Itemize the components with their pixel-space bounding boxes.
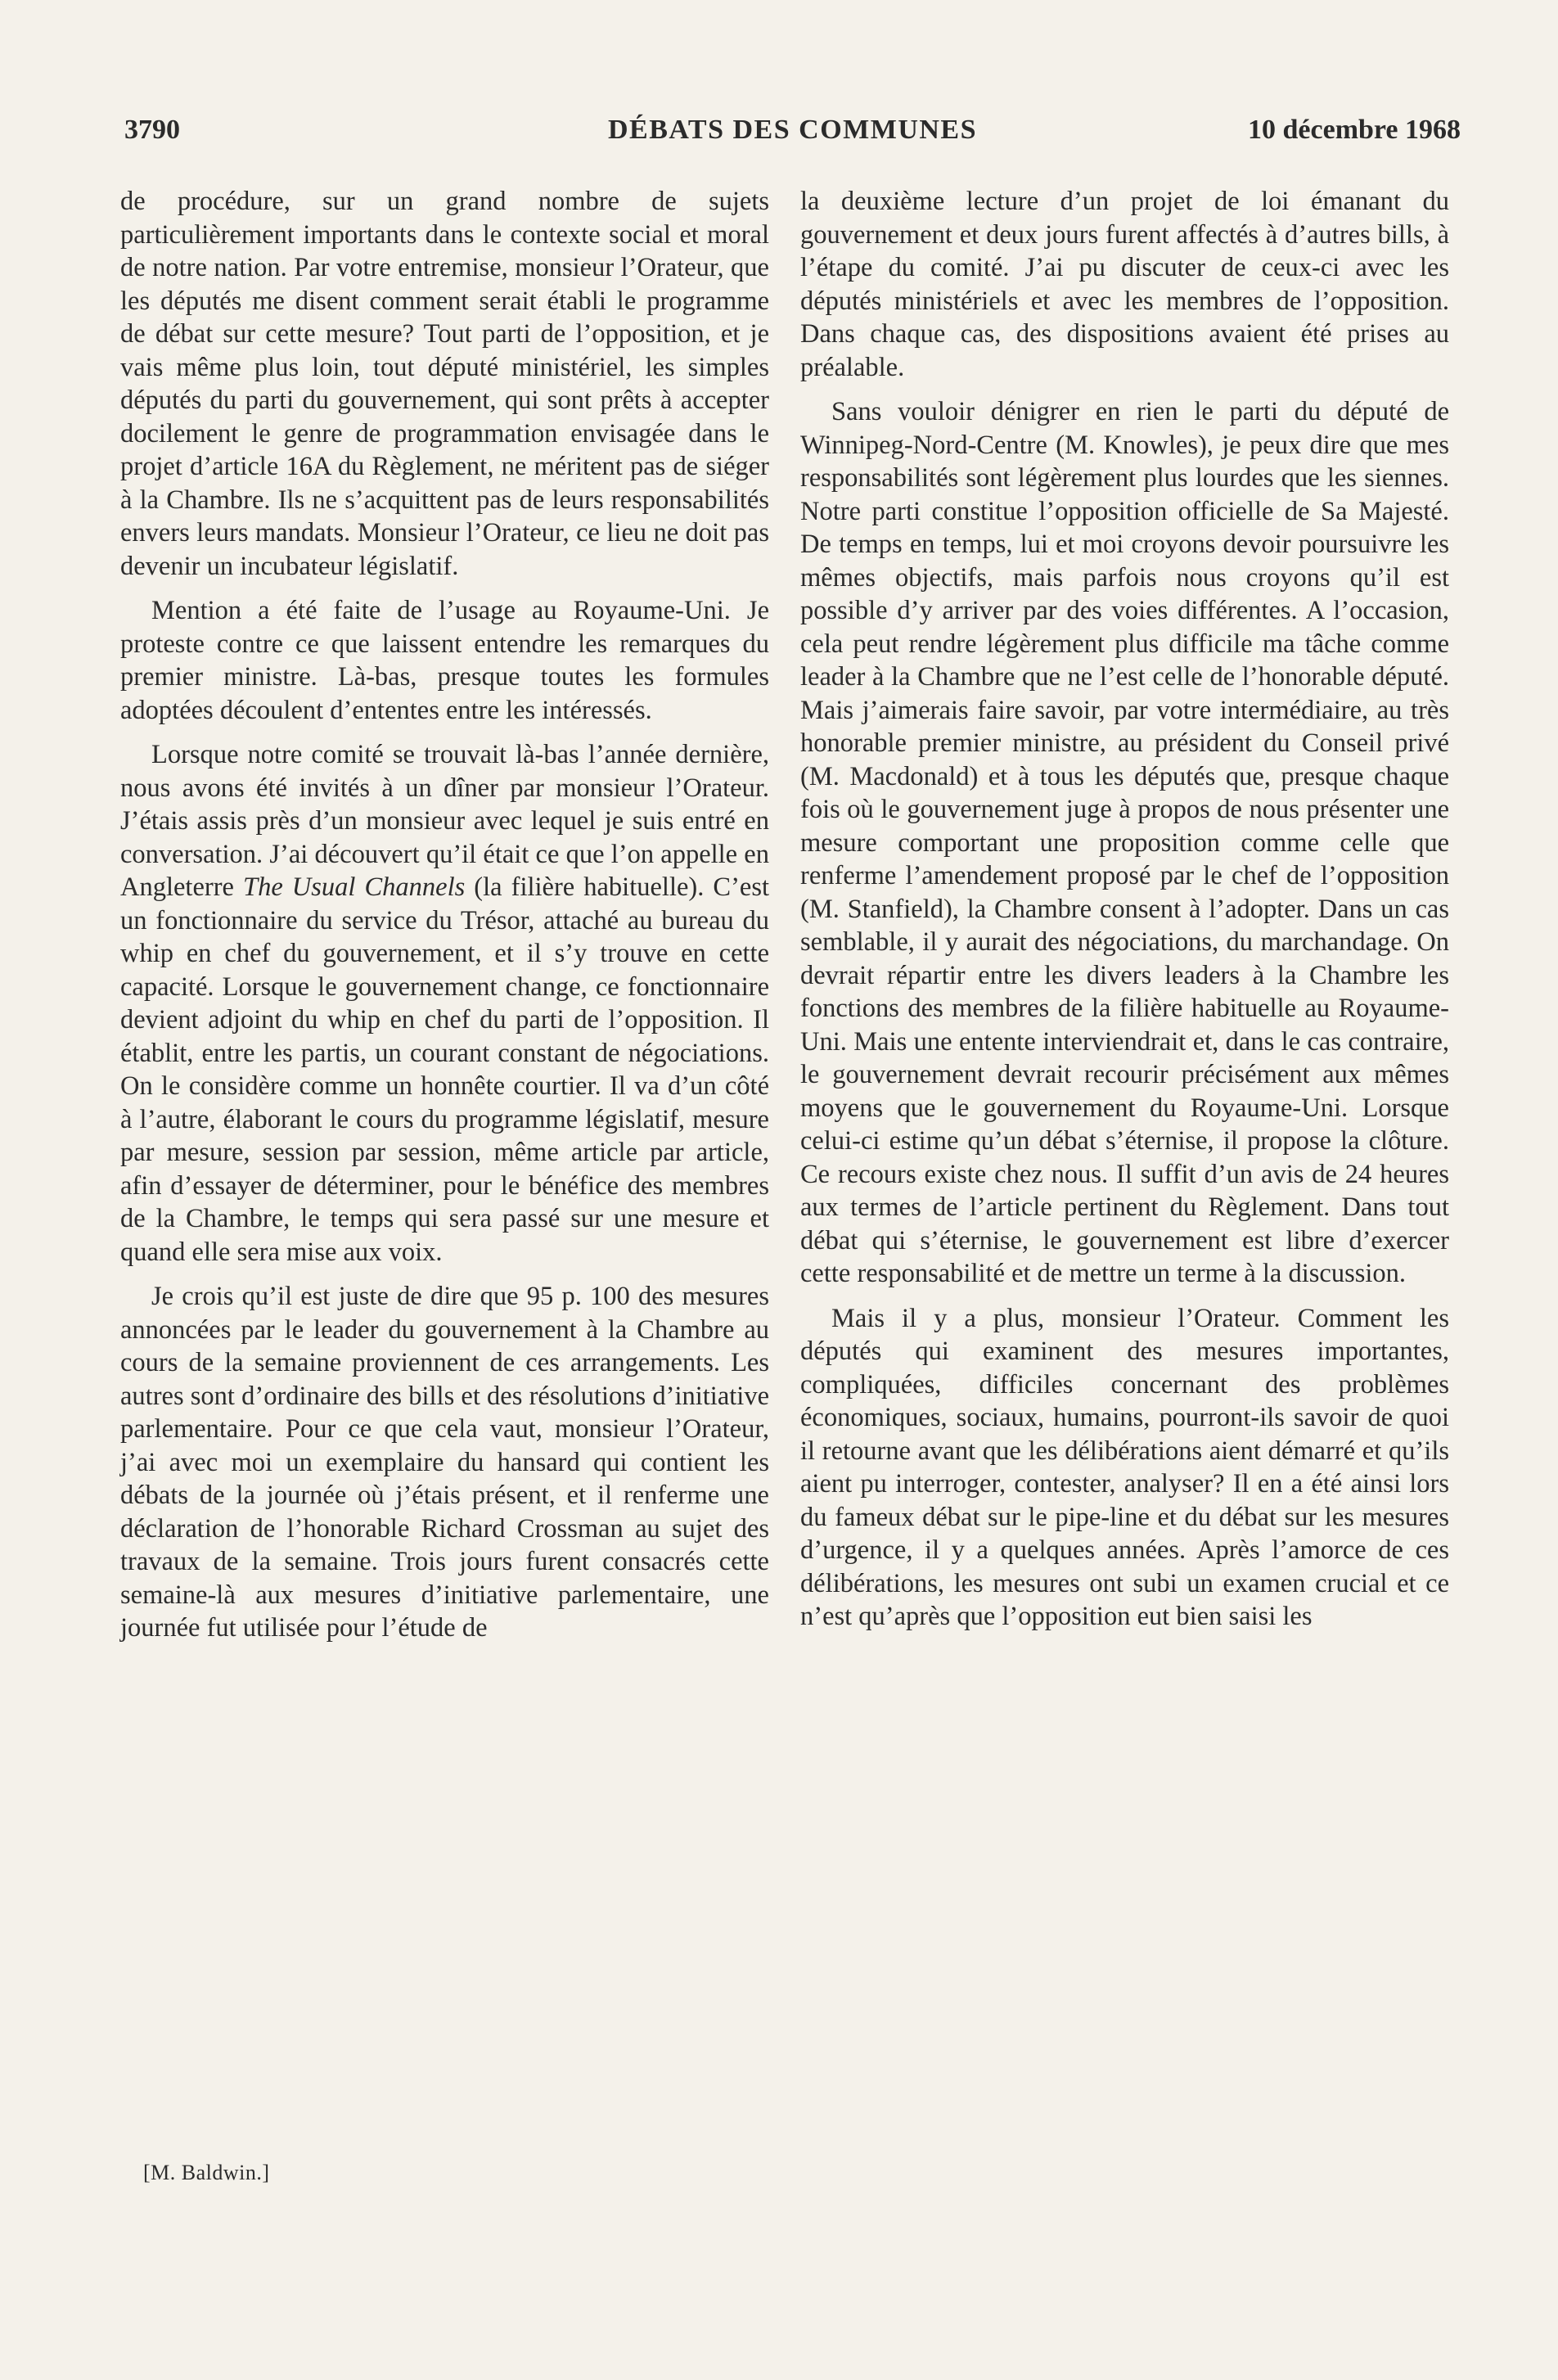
page-header [124,115,1461,159]
right-paragraph-1: la deuxième lecture d’un projet de loi émanant du gouvernement et deux jours furent affectés à d’autres bills, à l’étape du comité. J’ai pu discuter de ceux-ci avec les députés ministériels et avec les membres de l’opposition. Dans chaque cas, des dispositions avaient été prises au préalable. [800,187,1449,382]
page-number: 3790 [124,115,180,145]
left-paragraph-2: Mention a été faite de l’usage au Royaume-Uni. Je proteste contre ce que laissent entendre les remarques du premier ministre. Là-bas, presque toutes les formules adoptées découlent d’ententes entre les intéressés. [120,596,769,725]
right-paragraph-2: Sans vouloir dénigrer en rien le parti du député de Winnipeg-Nord-Centre (M. Knowles), je peux dire que mes responsabilités sont légèrement plus lourdes que les siennes. Notre parti constitue l’opposition officielle de Sa Majesté. De temps en temps, lui et moi croyons devoir poursuivre les mêmes objectifs, mais parfois nous croyons qu’il est possible d’y arriver par des voies différentes. A l’occasion, cela peut rendre légèrement plus difficile ma tâche comme leader à la Chambre que ne l’est celle de l’honorable député. Mais j’aimerais faire savoir, par votre intermédiaire, au très honorable premier ministre, au président du Conseil privé (M. Macdonald) et à tous les députés que, presque chaque fois où le gouvernement juge à propos de nous présenter une mesure comportant une proposition comme celle que renferme l’amendement proposé par le chef de l’opposition (M. Stanfield), la Chambre consent à l’adopter. Dans un cas semblable, il y aurait des négociations, du marchandage. On devrait répartir entre les divers leaders à la Chambre les fonctions des membres de la filière habituelle au Royaume-Uni. Mais une entente interviendrait et, dans le cas contraire, le gouvernement devrait recourir précisément aux mêmes moyens que le gouvernement du Royaume-Uni. Lorsque celui-ci estime qu’un débat s’éternise, il propose la clôture. Ce recours existe chez nous. Il suffit d’un avis de 24 heures aux termes de l’article pertinent du Règlement. Dans tout débat qui s’éternise, le gouvernement est libre d’exercer cette responsabilité et de mettre un terme à la discussion. [800,397,1449,1288]
left-paragraph-4: Je crois qu’il est juste de dire que 95 p. 100 des mesures annoncées par le leader du gouvernement à la Chambre au cours de la semaine proviennent de ces arrangements. Les autres sont d’ordinaire des bills et des résolutions d’initiative parlementaire. Pour ce que cela vaut, monsieur l’Orateur, j’ai avec moi un exemplaire du hansard qui contient les débats de la journée où j’étais présent, et il renferme une déclaration de l’honorable Richard Crossman au sujet des travaux de la semaine. Trois jours furent consacrés cette semaine-là aux mesures d’initiative parlementaire, une journée fut utilisée pour l’étude de [120,1282,769,1643]
left-column [120,185,769,1645]
speaker-attribution: [M. Baldwin.] [143,2161,270,2184]
usual-channels-italic: The Usual Channels [243,872,466,902]
left-paragraph-3-end: (la filière habituelle). C’est un fonctionnaire du service du Trésor, attaché au bureau du whip en chef du gouvernement, et il s’y trouve en cette capacité. Lorsque le gouvernement change, ce fonctionnaire devient adjoint du whip en chef du parti de l’opposition. Il établit, entre les partis, un courant constant de négociations. On le considère comme un honnête courtier. Il va d’un côté à l’autre, élaborant le cours du programme législatif, mesure par mesure, session par session, même article par article, afin d’essayer de déterminer, pour le bénéfice des membres de la Chambre, le temps qui sera passé sur une mesure et quand elle sera mise aux voix. [120,872,769,1267]
right-column [800,185,1449,1634]
right-paragraph-3: Mais il y a plus, monsieur l’Orateur. Comment les députés qui examinent des mesures importantes, compliquées, difficiles concernant des problèmes économiques, sociaux, humains, pourront-ils savoir de quoi il retourne avant que les délibérations aient démarré et qu’ils aient pu interroger, contester, analyser? Il en a été ainsi lors du fameux débat sur le pipe-line et du débat sur les mesures d’urgence, il y a quelques années. Après l’amorce de ces délibérations, les mesures ont subi un examen crucial et ce n’est qu’après que l’opposition eut bien saisi les [800,1303,1449,1631]
left-paragraph-3 [120,738,769,1269]
left-paragraph-3-start: Lorsque notre comité se trouvait là-bas l’année dernière, nous avons été invités à un dîner par monsieur l’Orateur. J’étais assis près d’un monsieur avec lequel je suis entré en conversation. J’ai découvert qu’il était ce que l’on appelle en Angleterre [120,740,769,902]
publication-title: DÉBATS DES COMMUNES [607,115,978,145]
left-paragraph-1: de procédure, sur un grand nombre de sujets particulièrement importants dans le contexte social et moral de notre nation. Par votre entremise, monsieur l’Orateur, que les députés me disent comment serait établi le programme de débat sur cette mesure? Tout parti de l’opposition, et je vais même plus loin, tout député ministériel, les simples députés du parti du gouvernement, qui sont prêts à accepter docilement le genre de programmation envisagée dans le projet d’article 16A du Règlement, ne méritent pas de siéger à la Chambre. Ils ne s’acquittent pas de leurs responsabilités envers leurs mandats. Monsieur l’Orateur, ce lieu ne doit pas devenir un incubateur législatif. [120,187,769,581]
session-date: 10 décembre 1968 [1248,115,1461,145]
